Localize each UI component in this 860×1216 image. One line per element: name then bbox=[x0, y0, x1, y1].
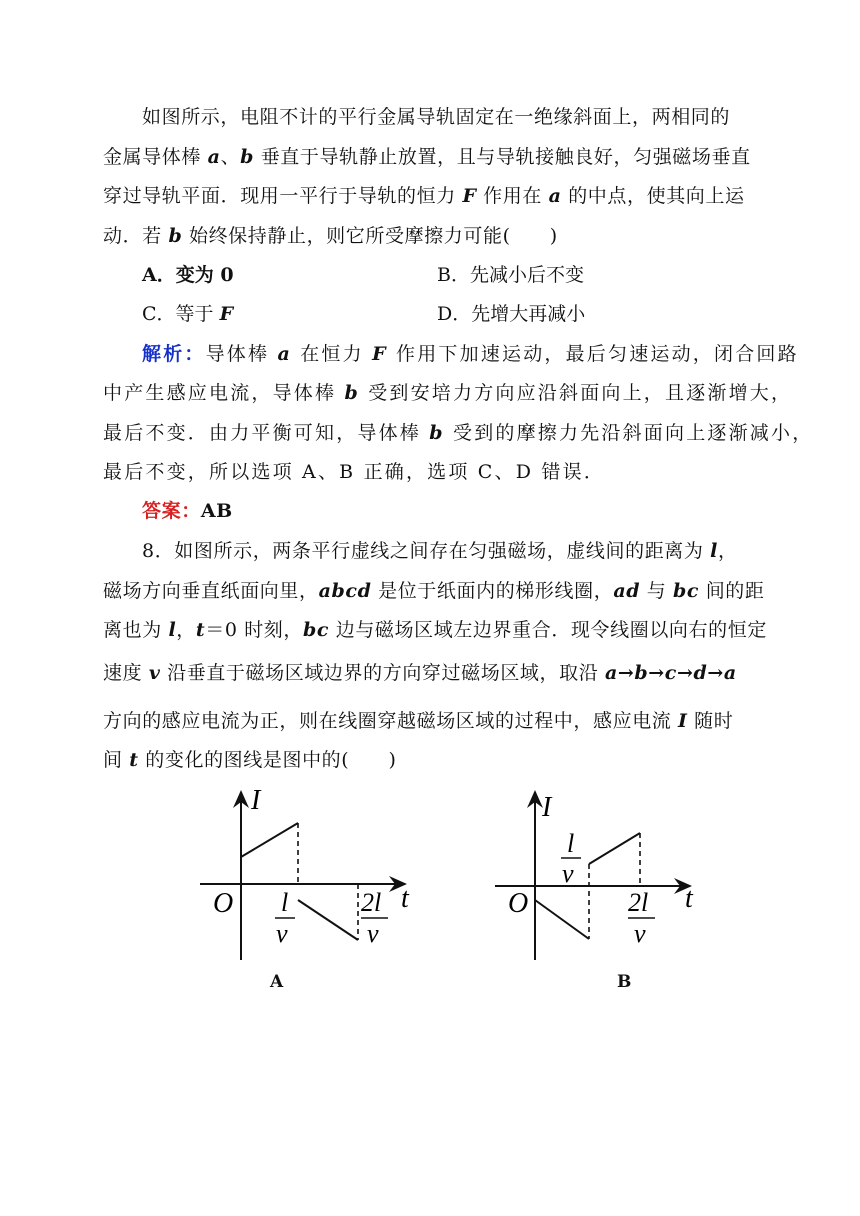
x-axis-label: t bbox=[401, 883, 409, 914]
q8-line-4: 速度 v 沿垂直于磁场区域边界的方向穿过磁场区域，取沿 a→b→c→d→a bbox=[103, 662, 737, 684]
x-axis-label: t bbox=[685, 883, 693, 914]
y-axis-label: I bbox=[542, 792, 552, 823]
q8-line-1: 8．如图所示，两条平行虚线之间存在匀强磁场，虚线间的距离为 l， bbox=[142, 540, 738, 562]
q8-line-3: 离也为 l，t＝0 时刻，bc 边与磁场区域左边界重合．现令线圈以向右的恒定 bbox=[103, 619, 767, 641]
q8-line-5: 方向的感应电流为正，则在线圈穿越磁场区域的过程中，感应电流 I 随时 bbox=[103, 710, 734, 732]
graph-b-caption: B bbox=[617, 972, 632, 992]
origin-label: O bbox=[508, 888, 529, 919]
analysis-line-4: 最后不变，所以选项 A、B 正确，选项 C、D 错误． bbox=[103, 461, 606, 483]
answer-value: AB bbox=[200, 500, 233, 522]
option-c: C．等于 F bbox=[142, 303, 234, 325]
q8-line-6: 间 t 的变化的图线是图中的( ) bbox=[103, 749, 397, 771]
current-segment-1 bbox=[535, 900, 589, 939]
current-segment-1 bbox=[241, 823, 298, 857]
y-axis-label: I bbox=[251, 785, 261, 816]
graph-a-caption: A bbox=[270, 972, 284, 992]
option-d: D．先增大再减小 bbox=[437, 303, 586, 325]
q7-line-1: 如图所示，电阻不计的平行金属导轨固定在一绝缘斜面上，两相同的 bbox=[142, 106, 731, 128]
analysis-line-2: 中产生感应电流，导体棒 b 受到安培力方向应沿斜面向上，且逐渐增大， bbox=[103, 382, 793, 404]
option-a: A．变为 0 bbox=[142, 264, 234, 286]
graph-a bbox=[195, 782, 425, 967]
answer-label: 答案： bbox=[142, 500, 201, 522]
tick-2-denominator: v bbox=[367, 919, 379, 948]
q7-line-3: 穿过导轨平面．现用一平行于导轨的恒力 F 作用在 a 的中点，使其向上运 bbox=[103, 185, 745, 207]
tick-1-denominator: v bbox=[562, 859, 574, 888]
analysis-line-3: 最后不变．由力平衡可知，导体棒 b 受到的摩擦力先沿斜面向上逐渐减小， bbox=[103, 422, 814, 444]
tick-1-numerator: l bbox=[281, 888, 289, 917]
tick-2-numerator: 2l bbox=[628, 888, 649, 917]
option-b: B．先减小后不变 bbox=[437, 264, 584, 286]
analysis-line-1: 解析：导体棒 a 在恒力 F 作用下加速运动，最后匀速运动，闭合回路 bbox=[142, 343, 799, 365]
analysis-label: 解析： bbox=[142, 343, 206, 365]
tick-2-denominator: v bbox=[634, 919, 646, 948]
answer-line bbox=[142, 498, 802, 524]
origin-label: O bbox=[213, 888, 234, 919]
q8-line-2: 磁场方向垂直纸面向里，abcd 是位于纸面内的梯形线圈，ad 与 bc 间的距 bbox=[103, 580, 765, 602]
graph-b bbox=[490, 782, 720, 967]
q7-line-2: 金属导体棒 a、b 垂直于导轨静止放置，且与导轨接触良好，匀强磁场垂直 bbox=[103, 146, 751, 168]
tick-1-numerator: l bbox=[567, 829, 575, 858]
current-segment-2 bbox=[589, 833, 640, 864]
tick-1-denominator: v bbox=[276, 919, 288, 948]
tick-2-numerator: 2l bbox=[361, 888, 382, 917]
q7-line-4: 动．若 b 始终保持静止，则它所受摩擦力可能( ) bbox=[103, 225, 558, 247]
current-segment-2 bbox=[298, 900, 358, 940]
